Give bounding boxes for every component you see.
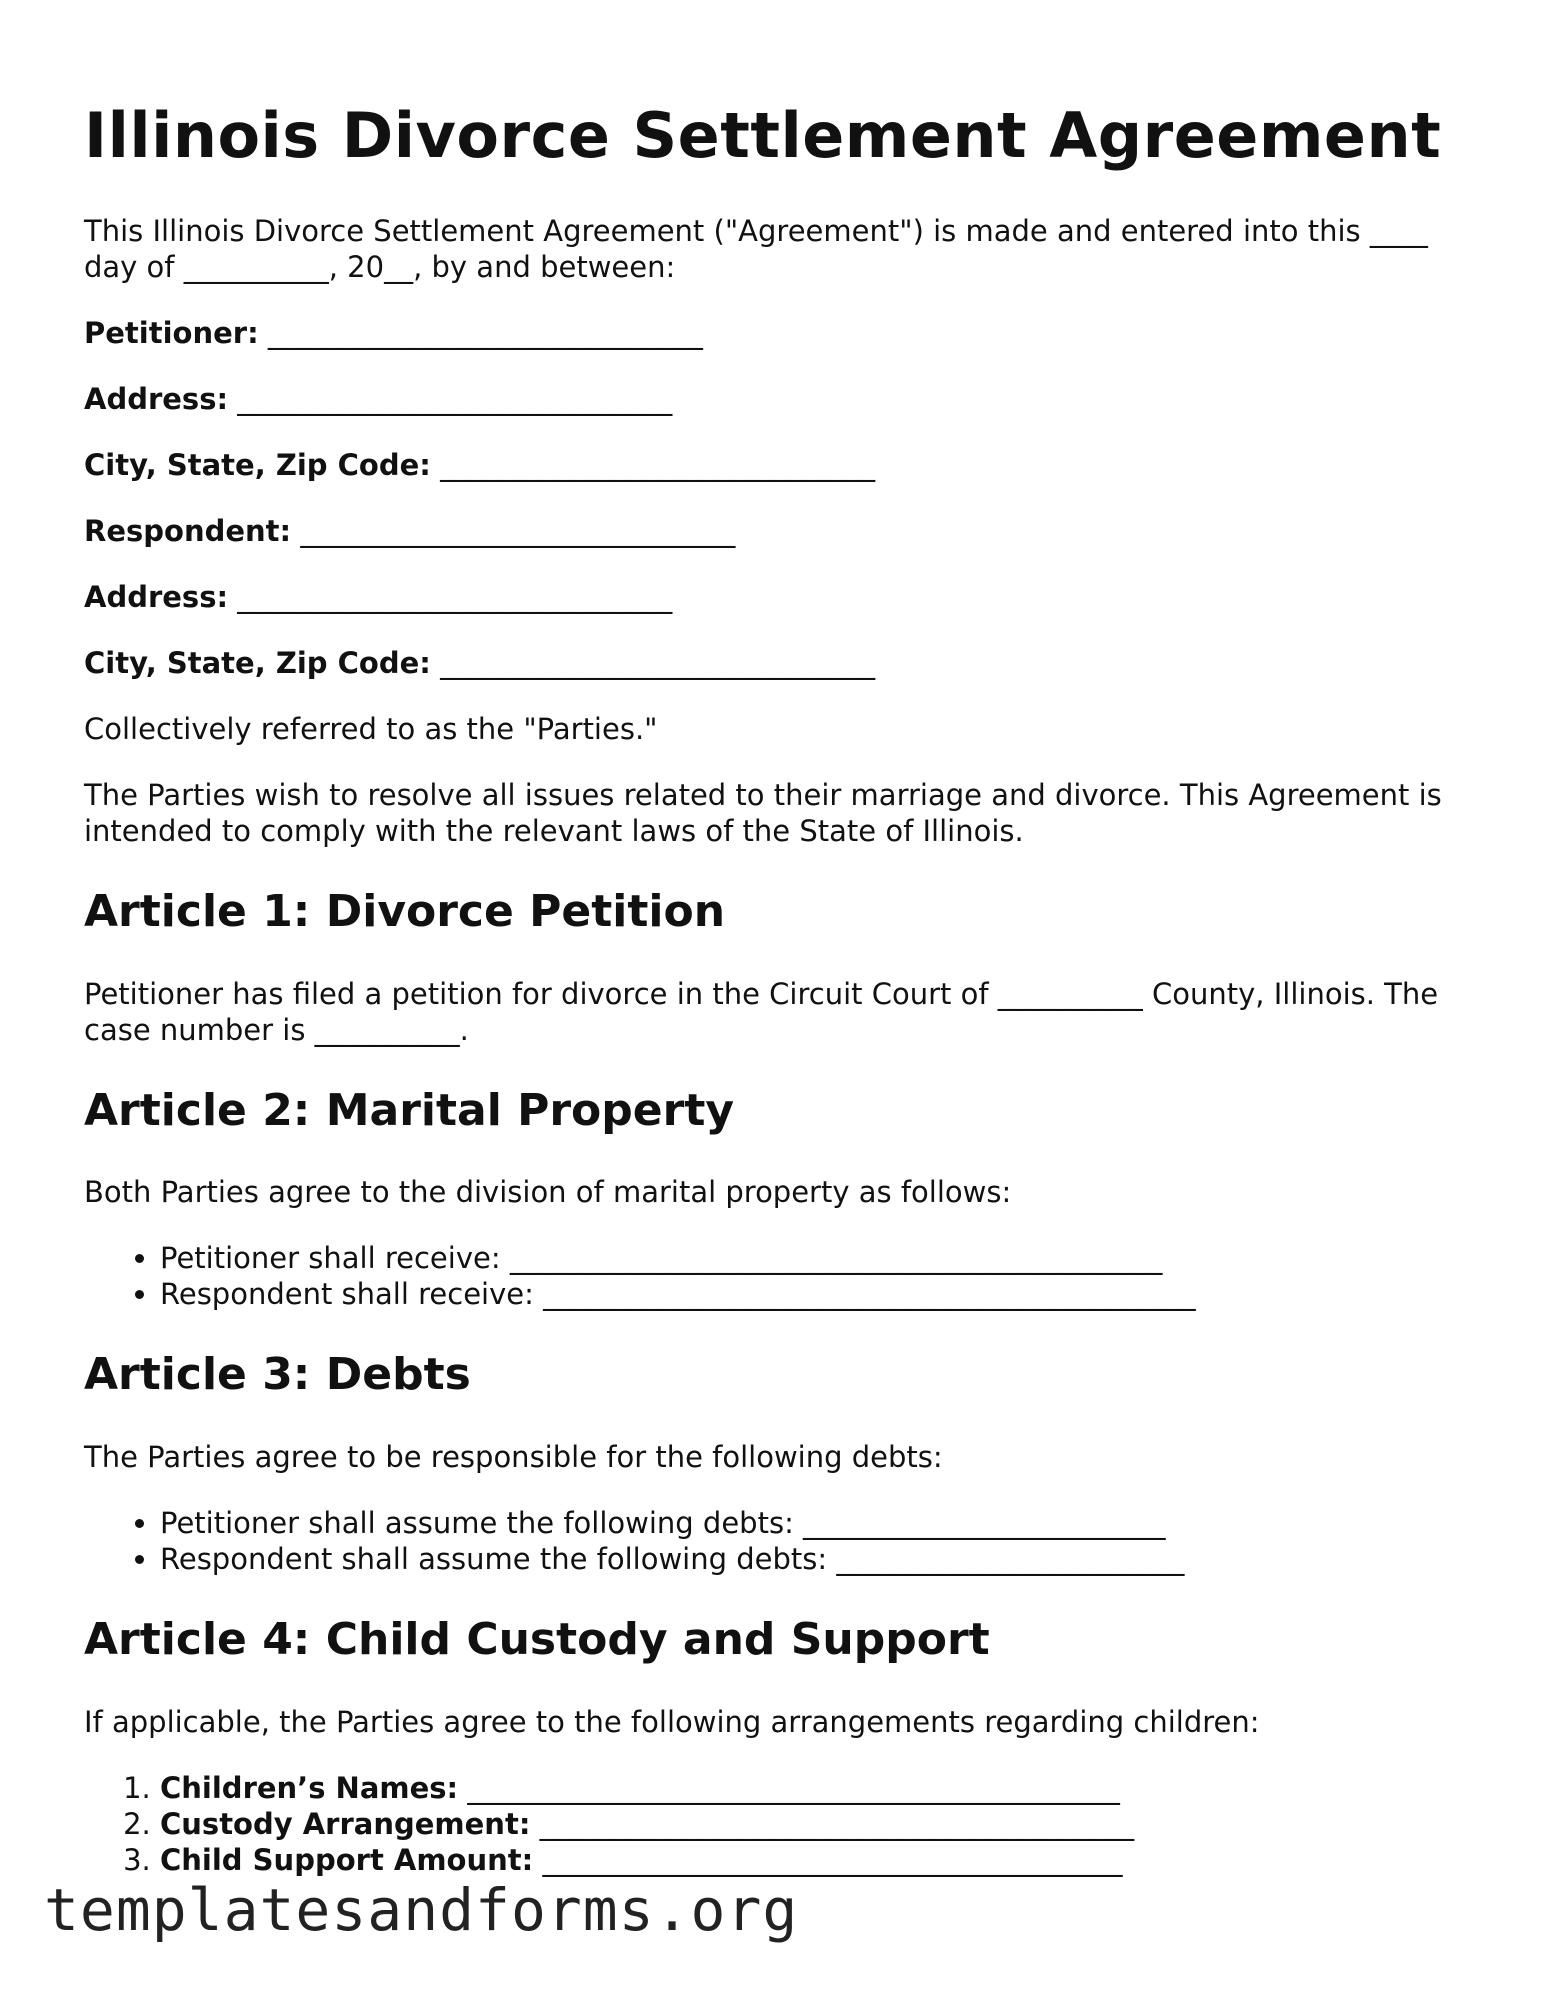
field-label: City, State, Zip Code: <box>84 646 431 681</box>
list-item <box>160 1806 1464 1842</box>
list-item <box>160 1770 1464 1806</box>
field-blank: ______________________________ <box>440 448 876 483</box>
field-label: City, State, Zip Code: <box>84 448 431 483</box>
collectively-paragraph: Collectively referred to as the "Parties." <box>84 712 658 747</box>
field-label: Petitioner: <box>84 316 259 351</box>
respondent-city-field <box>84 645 1464 681</box>
item-label: Children’s Names: <box>160 1770 459 1805</box>
article-2-heading: Article 2: Marital Property <box>84 1084 735 1136</box>
article-3-text: The Parties agree to be responsible for the following debts: <box>84 1440 943 1475</box>
item-blank: _________________________________________ <box>539 1806 1135 1841</box>
petitioner-address-field <box>84 381 1464 417</box>
field-label: Respondent: <box>84 514 292 549</box>
purpose-paragraph: The Parties wish to resolve all issues related to their marriage and divorce. This Agreement is intended to comply with the relevant laws of the State of Illinois. <box>84 778 1442 849</box>
field-label: Address: <box>84 580 229 615</box>
article-3-heading: Article 3: Debts <box>84 1349 471 1401</box>
debts-list <box>84 1505 1464 1577</box>
petitioner-city-field <box>84 447 1464 483</box>
list-item: • Petitioner shall receive: _____________________________________________ <box>160 1240 1464 1276</box>
field-blank: ______________________________ <box>300 514 736 549</box>
children-list <box>84 1770 1464 1878</box>
field-blank: ______________________________ <box>267 316 703 351</box>
list-item: • Respondent shall receive: _____________________________________________ <box>160 1276 1464 1312</box>
property-list <box>84 1240 1464 1312</box>
item-blank: _____________________________________________ <box>467 1770 1120 1805</box>
respondent-field <box>84 513 1464 549</box>
document-title: Illinois Divorce Settlement Agreement <box>84 99 1442 172</box>
respondent-address-field <box>84 579 1464 615</box>
article-1-text: Petitioner has filed a petition for divorce in the Circuit Court of __________ County, Illinois. The case number is __________. <box>84 976 1439 1047</box>
document-page <box>84 100 1464 1908</box>
petitioner-field <box>84 315 1464 351</box>
list-item: • Respondent shall assume the following debts: ________________________ <box>160 1541 1464 1577</box>
article-4-heading: Article 4: Child Custody and Support <box>84 1614 990 1666</box>
item-label: Custody Arrangement: <box>160 1806 531 1841</box>
field-blank: ______________________________ <box>440 646 876 681</box>
field-blank: ______________________________ <box>237 382 673 417</box>
item-label: Child Support Amount: <box>160 1842 534 1877</box>
article-4-text: If applicable, the Parties agree to the following arrangements regarding children: <box>84 1704 1260 1739</box>
list-item: • Petitioner shall assume the following debts: _________________________ <box>160 1505 1464 1541</box>
item-blank: ________________________________________ <box>542 1842 1123 1877</box>
watermark-text: templatesandforms.org <box>44 1876 799 1944</box>
list-item <box>160 1842 1464 1878</box>
article-1-heading: Article 1: Divorce Petition <box>84 886 726 938</box>
article-2-text: Both Parties agree to the division of marital property as follows: <box>84 1175 1012 1210</box>
intro-paragraph: This Illinois Divorce Settlement Agreement ("Agreement") is made and entered into this ____ day of __________, 20__, by and between: <box>84 214 1428 285</box>
field-blank: ______________________________ <box>237 580 673 615</box>
field-label: Address: <box>84 382 229 417</box>
